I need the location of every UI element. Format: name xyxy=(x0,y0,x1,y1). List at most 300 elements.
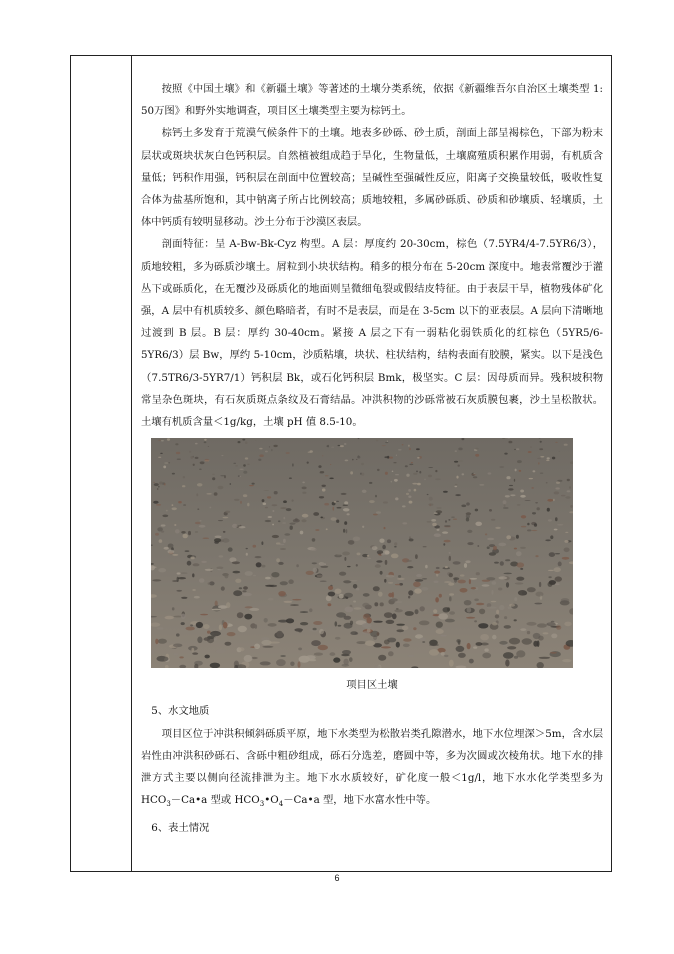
gravel-texture xyxy=(514,449,516,450)
gravel-texture xyxy=(206,493,211,495)
gravel-texture xyxy=(554,492,560,495)
gravel-texture xyxy=(329,478,333,480)
gravel-texture xyxy=(319,473,323,474)
gravel-texture xyxy=(344,607,353,613)
gravel-texture xyxy=(330,653,336,657)
gravel-texture xyxy=(539,582,541,587)
gravel-texture xyxy=(565,496,570,499)
gravel-texture xyxy=(212,474,215,475)
gravel-texture xyxy=(475,454,479,457)
gravel-texture xyxy=(283,501,287,504)
gravel-texture xyxy=(312,563,317,565)
gravel-texture xyxy=(155,639,158,645)
gravel-texture xyxy=(180,573,187,574)
gravel-texture xyxy=(296,565,299,568)
gravel-texture xyxy=(425,565,428,569)
gravel-texture xyxy=(555,584,560,586)
gravel-texture xyxy=(545,540,551,542)
gravel-texture xyxy=(345,460,349,462)
gravel-texture xyxy=(256,562,262,567)
gravel-texture xyxy=(380,603,384,607)
gravel-texture xyxy=(290,605,299,607)
gravel-texture xyxy=(491,601,497,603)
gravel-texture xyxy=(253,545,257,548)
gravel-texture xyxy=(338,625,342,627)
gravel-texture xyxy=(182,485,185,487)
gravel-texture xyxy=(519,470,522,472)
gravel-texture xyxy=(534,523,537,527)
gravel-texture xyxy=(168,462,170,463)
gravel-texture xyxy=(223,531,226,533)
gravel-texture xyxy=(342,664,350,667)
gravel-texture xyxy=(259,448,262,450)
gravel-texture xyxy=(261,565,265,568)
gravel-texture xyxy=(324,503,329,506)
gravel-texture xyxy=(516,535,519,539)
gravel-texture xyxy=(333,507,335,511)
gravel-texture xyxy=(320,581,327,582)
gravel-texture xyxy=(300,622,308,625)
gravel-texture xyxy=(378,655,386,661)
gravel-texture xyxy=(265,507,268,509)
gravel-texture xyxy=(540,473,543,474)
gravel-texture xyxy=(487,547,490,550)
gravel-texture xyxy=(416,471,418,473)
gravel-texture xyxy=(373,514,378,516)
gravel-texture xyxy=(466,503,470,506)
gravel-texture xyxy=(245,442,247,445)
gravel-texture xyxy=(166,510,168,512)
gravel-texture xyxy=(292,500,294,502)
gravel-texture xyxy=(439,594,442,598)
gravel-texture xyxy=(172,608,175,611)
gravel-texture xyxy=(192,574,194,578)
gravel-texture xyxy=(325,475,329,476)
gravel-texture xyxy=(546,482,548,483)
gravel-texture xyxy=(387,638,396,643)
gravel-texture xyxy=(461,505,466,508)
gravel-texture xyxy=(416,574,422,577)
gravel-texture xyxy=(555,442,557,443)
gravel-texture xyxy=(427,522,432,523)
gravel-texture xyxy=(492,635,496,640)
soil-description-paragraph: 棕钙土多发育于荒漠气候条件下的土壤。地表多砂砾、砂土质，剖面上部呈褐棕色，下部为粉末层状或斑块状灰白色钙积层。自然植被组成趋于旱化，生物量低，土壤腐殖质积累作用弱，有机质含量低；钙积作用强，钙积层在剖面中位置较高；呈碱性至强碱性反应，阳离子交换量较低，吸收性复合体为盐基所饱和，其中钠离子所占比例较高；质地较粗，多属砂砾质、砂质和砂壤质、轻壤质，土体中钙质有较明显移动。沙土分布于沙漠区表层。 xyxy=(141,127,603,229)
gravel-texture xyxy=(470,578,477,580)
gravel-texture xyxy=(388,593,393,597)
gravel-texture xyxy=(458,641,461,645)
gravel-texture xyxy=(552,457,555,460)
gravel-texture xyxy=(181,622,185,625)
gravel-texture xyxy=(271,572,279,577)
gravel-texture xyxy=(414,589,422,594)
gravel-texture xyxy=(268,623,277,627)
gravel-texture xyxy=(521,515,526,518)
gravel-texture xyxy=(384,457,389,459)
gravel-texture xyxy=(158,568,166,572)
gravel-texture xyxy=(278,562,283,565)
gravel-texture xyxy=(384,527,386,529)
gravel-texture xyxy=(226,602,230,608)
gravel-texture xyxy=(454,461,458,463)
gravel-texture xyxy=(482,653,491,659)
gravel-texture xyxy=(302,492,306,494)
gravel-texture xyxy=(331,447,334,448)
gravel-texture xyxy=(396,642,400,648)
gravel-texture xyxy=(391,598,398,601)
gravel-texture xyxy=(272,504,278,506)
gravel-texture xyxy=(548,519,552,521)
gravel-texture xyxy=(528,451,532,453)
gravel-texture xyxy=(394,479,398,482)
table-content-cell xyxy=(141,78,603,840)
gravel-texture xyxy=(475,509,478,512)
gravel-texture xyxy=(215,536,222,539)
gravel-texture xyxy=(381,553,385,555)
gravel-texture xyxy=(431,519,436,522)
gravel-texture xyxy=(456,646,465,652)
gravel-texture xyxy=(398,575,401,578)
gravel-texture xyxy=(405,465,408,467)
gravel-texture xyxy=(240,501,242,504)
gravel-texture xyxy=(362,526,364,528)
gravel-texture xyxy=(193,464,195,466)
gravel-texture xyxy=(159,540,163,544)
gravel-texture xyxy=(219,625,222,631)
gravel-texture xyxy=(462,473,465,475)
gravel-texture xyxy=(414,489,417,492)
gravel-texture xyxy=(416,449,420,451)
gravel-texture xyxy=(264,618,268,623)
gravel-texture xyxy=(508,441,512,444)
gravel-texture xyxy=(386,620,395,624)
gravel-texture xyxy=(320,517,323,519)
gravel-texture xyxy=(387,540,391,544)
gravel-texture xyxy=(467,542,473,545)
gravel-texture xyxy=(408,591,413,596)
gravel-texture xyxy=(343,508,350,511)
gravel-texture xyxy=(559,451,560,452)
gravel-texture xyxy=(527,523,529,526)
gravel-texture xyxy=(177,459,181,460)
gravel-texture xyxy=(560,600,570,605)
gravel-texture xyxy=(565,532,568,533)
gravel-texture xyxy=(406,561,412,562)
gravel-texture xyxy=(508,488,513,490)
gravel-texture xyxy=(429,497,433,501)
gravel-texture xyxy=(504,505,506,508)
gravel-texture xyxy=(476,572,480,575)
gravel-texture xyxy=(331,517,337,521)
gravel-texture xyxy=(506,476,510,479)
gravel-texture xyxy=(453,577,459,580)
gravel-texture xyxy=(543,632,549,634)
gravel-texture xyxy=(262,499,265,502)
gravel-texture xyxy=(453,519,457,520)
gravel-texture xyxy=(319,496,324,498)
gravel-texture xyxy=(445,619,455,623)
gravel-texture xyxy=(330,464,331,465)
gravel-texture xyxy=(348,540,355,545)
gravel-texture xyxy=(187,561,192,566)
gravel-texture xyxy=(219,555,224,557)
gravel-texture xyxy=(458,580,466,584)
gravel-texture xyxy=(505,559,510,561)
gravel-texture xyxy=(233,591,242,597)
gravel-texture xyxy=(159,482,163,485)
gravel-texture xyxy=(311,640,321,646)
gravel-texture xyxy=(495,527,501,529)
gravel-texture xyxy=(458,461,463,462)
gravel-texture xyxy=(288,580,293,585)
gravel-texture xyxy=(280,548,286,550)
gravel-texture xyxy=(183,534,188,539)
gravel-texture xyxy=(356,459,358,460)
gravel-texture xyxy=(520,547,526,549)
gravel-texture xyxy=(306,571,314,575)
gravel-texture xyxy=(258,459,261,461)
gravel-texture xyxy=(551,634,557,639)
gravel-texture xyxy=(473,477,477,479)
gravel-texture xyxy=(537,458,541,459)
gravel-texture xyxy=(474,620,477,622)
gravel-texture xyxy=(335,589,342,594)
gravel-texture xyxy=(347,566,351,567)
gravel-texture xyxy=(228,548,233,552)
gravel-texture xyxy=(298,648,302,651)
gravel-texture xyxy=(553,499,555,502)
gravel-texture xyxy=(408,489,411,492)
gravel-texture xyxy=(375,565,381,569)
gravel-texture xyxy=(396,630,404,633)
gravel-texture xyxy=(469,579,471,584)
gravel-texture xyxy=(409,501,413,504)
gravel-texture xyxy=(186,627,195,631)
gravel-texture xyxy=(467,530,472,533)
gravel-texture xyxy=(428,467,433,468)
gravel-texture xyxy=(440,635,447,637)
gravel-texture xyxy=(482,580,490,582)
gravel-texture xyxy=(333,658,340,663)
gravel-texture xyxy=(521,526,526,528)
gravel-texture xyxy=(197,483,203,486)
gravel-texture xyxy=(199,469,202,470)
gravel-texture xyxy=(208,583,211,585)
gravel-texture xyxy=(192,653,198,655)
gravel-texture xyxy=(444,525,450,527)
gravel-texture xyxy=(419,621,430,626)
gravel-texture xyxy=(367,555,369,557)
gravel-texture xyxy=(383,502,388,504)
gravel-texture xyxy=(436,567,440,569)
gravel-texture xyxy=(472,473,475,476)
gravel-texture xyxy=(424,479,425,481)
gravel-texture xyxy=(453,561,461,564)
gravel-texture xyxy=(255,624,258,629)
gravel-texture xyxy=(466,617,475,619)
gravel-texture xyxy=(402,523,407,525)
gravel-texture xyxy=(372,546,378,550)
gravel-texture xyxy=(520,495,526,498)
gravel-texture xyxy=(200,520,202,521)
gravel-texture xyxy=(195,532,198,533)
gravel-texture xyxy=(540,441,542,443)
gravel-texture xyxy=(197,637,202,644)
gravel-texture xyxy=(495,615,499,619)
gravel-texture xyxy=(344,522,347,526)
gravel-texture xyxy=(407,566,413,568)
gravel-texture xyxy=(500,561,504,566)
gravel-texture xyxy=(434,534,441,538)
gravel-texture xyxy=(385,472,388,475)
gravel-texture xyxy=(158,486,160,487)
gravel-texture xyxy=(555,577,562,582)
gravel-texture xyxy=(225,511,230,513)
gravel-texture xyxy=(385,560,388,565)
gravel-texture xyxy=(200,614,208,616)
gravel-texture xyxy=(561,495,566,497)
gravel-texture xyxy=(485,534,487,536)
gravel-texture xyxy=(208,446,209,447)
gravel-texture xyxy=(467,643,471,649)
gravel-texture xyxy=(455,494,461,496)
gravel-texture xyxy=(362,603,369,608)
gravel-texture xyxy=(546,460,549,462)
gravel-texture xyxy=(176,590,182,592)
gravel-texture xyxy=(549,552,555,557)
gravel-texture xyxy=(527,530,531,532)
gravel-texture xyxy=(167,439,170,441)
gravel-texture xyxy=(244,655,253,662)
gravel-texture xyxy=(164,484,166,486)
gravel-texture xyxy=(489,552,496,556)
gravel-texture xyxy=(163,466,166,469)
gravel-texture xyxy=(394,609,402,612)
gravel-texture xyxy=(254,644,260,650)
gravel-texture xyxy=(555,517,558,521)
gravel-texture xyxy=(458,448,462,451)
gravel-texture xyxy=(554,568,561,573)
gravel-texture xyxy=(197,509,199,510)
gravel-texture xyxy=(267,496,271,498)
gravel-texture xyxy=(245,571,253,576)
gravel-texture xyxy=(204,442,207,444)
gravel-texture xyxy=(441,652,445,656)
gravel-texture xyxy=(489,509,492,512)
gravel-texture xyxy=(157,656,169,662)
gravel-texture xyxy=(243,495,247,498)
gravel-texture xyxy=(334,502,337,503)
gravel-texture xyxy=(434,581,439,584)
gravel-texture xyxy=(181,614,186,620)
gravel-texture xyxy=(499,605,504,610)
gravel-texture xyxy=(210,507,212,509)
gravel-texture xyxy=(395,584,401,586)
gravel-texture xyxy=(503,652,514,659)
gravel-texture xyxy=(538,462,540,464)
gravel-texture xyxy=(409,539,414,542)
gravel-texture xyxy=(517,563,525,568)
gravel-texture xyxy=(259,455,263,458)
table-column-divider xyxy=(131,55,132,872)
gravel-texture xyxy=(361,473,364,476)
gravel-texture xyxy=(547,508,550,512)
gravel-texture xyxy=(504,625,511,629)
gravel-texture xyxy=(165,616,174,620)
gravel-texture xyxy=(385,442,388,443)
gravel-texture xyxy=(564,540,568,543)
gravel-texture xyxy=(357,553,361,556)
gravel-texture xyxy=(302,487,307,490)
gravel-texture xyxy=(278,591,286,596)
gravel-texture xyxy=(548,582,553,587)
gravel-texture xyxy=(491,590,493,595)
gravel-texture xyxy=(531,530,537,531)
gravel-texture xyxy=(449,594,454,596)
gravel-texture xyxy=(151,650,154,655)
gravel-texture xyxy=(178,501,182,503)
gravel-texture xyxy=(473,647,477,649)
gravel-texture xyxy=(210,663,220,668)
gravel-texture xyxy=(547,457,550,459)
gravel-texture xyxy=(179,657,183,659)
gravel-texture xyxy=(509,638,520,645)
gravel-texture xyxy=(406,474,409,477)
gravel-texture xyxy=(365,641,375,647)
gravel-texture xyxy=(336,501,339,502)
gravel-texture xyxy=(216,649,226,653)
gravel-texture xyxy=(491,519,495,521)
gravel-texture xyxy=(373,587,380,592)
gravel-texture xyxy=(420,606,425,611)
gravel-texture xyxy=(562,557,570,560)
gravel-texture xyxy=(300,612,308,614)
gravel-texture xyxy=(479,485,484,486)
gravel-texture xyxy=(382,446,386,447)
gravel-texture xyxy=(393,462,396,463)
gravel-texture xyxy=(386,575,395,578)
gravel-texture xyxy=(556,625,561,630)
gravel-texture xyxy=(344,501,348,505)
gravel-texture xyxy=(177,573,181,575)
gravel-texture xyxy=(265,577,271,580)
gravel-texture xyxy=(475,448,478,450)
gravel-texture xyxy=(175,529,180,533)
gravel-texture xyxy=(293,519,300,523)
gravel-texture xyxy=(189,451,191,453)
gravel-texture xyxy=(199,578,205,583)
gravel-texture xyxy=(314,653,323,656)
gravel-texture xyxy=(269,446,270,447)
gravel-texture xyxy=(413,628,416,631)
gravel-texture xyxy=(480,634,489,640)
gravel-texture xyxy=(298,662,301,668)
gravel-texture xyxy=(190,557,194,560)
gravel-texture xyxy=(379,539,384,543)
gravel-texture xyxy=(279,544,285,545)
gravel-texture xyxy=(339,572,346,576)
gravel-texture xyxy=(239,648,245,652)
gravel-texture xyxy=(417,457,420,459)
gravel-texture xyxy=(292,464,293,467)
gravel-texture xyxy=(247,464,250,465)
gravel-texture xyxy=(529,478,533,479)
gravel-texture xyxy=(464,563,467,568)
gravel-texture xyxy=(290,526,293,530)
gravel-texture xyxy=(517,504,521,506)
gravel-texture xyxy=(289,478,292,480)
gravel-texture xyxy=(409,448,410,451)
gravel-texture xyxy=(272,510,274,512)
